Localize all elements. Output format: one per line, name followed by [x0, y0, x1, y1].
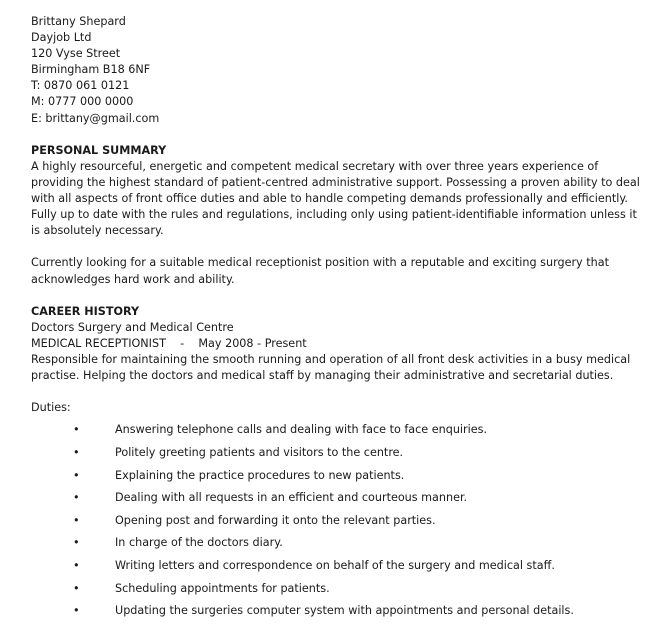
duty-text: Writing letters and correspondence on behalf of the surgery and medical staff.: [115, 558, 555, 572]
duty-text: In charge of the doctors diary.: [115, 536, 283, 550]
duty-text: Dealing with all requests in an efficient and courteous manner.: [115, 491, 468, 505]
contact-block: [31, 14, 621, 127]
bullet-icon: •: [73, 513, 80, 527]
duty-text: Answering telephone calls and dealing with face to face enquiries.: [115, 423, 488, 437]
duty-item: [31, 603, 621, 626]
contact-company: Dayjob Ltd: [31, 31, 92, 45]
bullet-icon: •: [73, 445, 80, 459]
duty-item: [31, 468, 621, 491]
spacer: [31, 127, 621, 143]
duties-list: [31, 422, 621, 625]
bullet-icon: •: [73, 604, 80, 618]
contact-email: E: brittany@gmail.com: [31, 111, 160, 125]
employer-name: Doctors Surgery and Medical Centre: [31, 320, 234, 334]
duty-item: [31, 490, 621, 513]
contact-city: Birmingham B18 6NF: [31, 63, 151, 77]
career-history-heading: CAREER HISTORY: [31, 304, 140, 318]
job-description: [31, 352, 631, 384]
duty-item: [31, 513, 621, 536]
duty-text: Scheduling appointments for patients.: [115, 581, 330, 595]
duty-item: [31, 558, 621, 581]
duty-item: [31, 445, 621, 468]
summary-line: Fully up to date with the rules and regulations, including only using patient-identifiable information unless it: [31, 208, 637, 222]
job-description-line: Responsible for maintaining the smooth running and operation of all front desk activities in a busy medical: [31, 352, 631, 366]
bullet-icon: •: [73, 491, 80, 505]
contact-telephone: T: 0870 061 0121: [31, 79, 130, 93]
bullet-icon: •: [73, 468, 80, 482]
summary-line: acknowledges hard work and ability.: [31, 272, 235, 286]
job-title-dates: MEDICAL RECEPTIONIST - May 2008 - Present: [31, 336, 307, 350]
duty-text: Politely greeting patients and visitors to the centre.: [115, 445, 404, 459]
bullet-icon: •: [73, 536, 80, 550]
contact-street: 120 Vyse Street: [31, 47, 121, 61]
duties-label: Duties:: [31, 401, 71, 415]
contact-name: Brittany Shepard: [31, 15, 126, 28]
contact-mobile: M: 0777 000 0000: [31, 95, 134, 109]
personal-summary-heading: PERSONAL SUMMARY: [31, 143, 167, 157]
personal-summary-section: [31, 143, 640, 288]
cv-document: [31, 14, 640, 626]
summary-line: with all aspects of front office duties and able to handle competing demands professionally and efficiently.: [31, 192, 628, 206]
summary-line: providing the highest standard of patient-centred administrative support. Possessing a proven ability to deal: [31, 175, 640, 189]
bullet-icon: •: [73, 423, 80, 437]
summary-line: is absolutely necessary.: [31, 224, 164, 238]
summary-line: Currently looking for a suitable medical receptionist position with a reputable and exciting surgery that: [31, 256, 609, 270]
duty-text: Explaining the practice procedures to new patients.: [115, 468, 405, 482]
summary-paragraph-2: [31, 255, 621, 287]
spacer: [31, 288, 621, 304]
spacer: [31, 239, 621, 255]
job-description-line: practise. Helping the doctors and medical staff by managing their administrative and secretarial duties.: [31, 369, 614, 383]
summary-paragraph-1: [31, 159, 640, 239]
career-history-section: [31, 304, 631, 626]
duty-item: [31, 535, 621, 558]
spacer: [31, 384, 621, 400]
bullet-icon: •: [73, 558, 80, 572]
bullet-icon: •: [73, 581, 80, 595]
duty-item: [31, 581, 621, 604]
summary-line: A highly resourceful, energetic and competent medical secretary with over three years experience of: [31, 159, 599, 173]
duty-item: [31, 422, 621, 445]
duty-text: Opening post and forwarding it onto the relevant parties.: [115, 513, 436, 527]
duty-text: Updating the surgeries computer system with appointments and personal details.: [115, 604, 574, 618]
